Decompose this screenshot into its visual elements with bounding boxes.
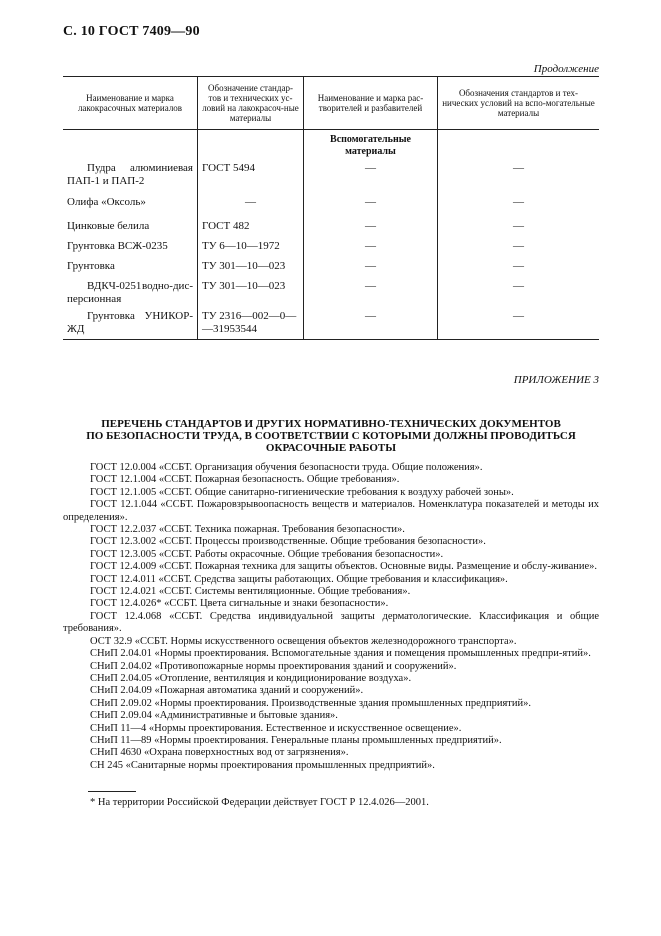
- appendix-title: ПЕРЕЧЕНЬ СТАНДАРТОВ И ДРУГИХ НОРМАТИВНО-ТЕХНИЧЕСКИХ ДОКУМЕНТОВ ПО БЕЗОПАСНОСТИ ТРУДА, В СООТВЕТСТВИИ С КОТОРЫМИ ДОЛЖНЫ ПРОВОДИТЬСЯ ОКРАСОЧНЫЕ РАБОТЫ: [86, 418, 576, 454]
- list-item: СНиП 4630 «Охрана поверхностных вод от загрязнения».: [90, 747, 349, 759]
- aux-standard-cell: —: [438, 238, 600, 258]
- column-header-material: Наименование и марка лакокрасочных материалов: [63, 77, 198, 130]
- column-header-aux-standard: Обозначения стандартов и тех-нических условий на вспо-могательные материалы: [438, 77, 600, 130]
- material-standard-cell: ТУ 301—10—023: [198, 258, 304, 278]
- table-row: [63, 278, 599, 308]
- footnote: * На территории Российской Федерации действует ГОСТ Р 12.4.026—2001.: [90, 797, 429, 808]
- solvent-cell: —: [304, 278, 438, 308]
- aux-standard-cell: —: [438, 308, 600, 340]
- table-row: [63, 160, 599, 190]
- list-item: ГОСТ 12.1.004 «ССБТ. Пожарная безопасность. Общие требования».: [90, 474, 400, 486]
- list-item: ГОСТ 12.4.021 «ССБТ. Системы вентиляционные. Общие требования».: [90, 586, 411, 598]
- page-title: С. 10 ГОСТ 7409—90: [63, 24, 200, 39]
- list-item: ГОСТ 12.3.005 «ССБТ. Работы окрасочные. Общие требования безопасности».: [90, 548, 444, 560]
- list-item: СН 245 «Санитарные нормы проектирования промышленных предприятий».: [90, 759, 435, 771]
- table-row: [63, 214, 599, 238]
- solvent-cell: —: [304, 214, 438, 238]
- material-name-cell: Цинковые белила: [67, 220, 150, 232]
- material-name-cell: Олифа «Оксоль»: [67, 196, 146, 208]
- table-row: [63, 308, 599, 340]
- solvent-cell: —: [304, 238, 438, 258]
- appendix-label: ПРИЛОЖЕНИЕ 3: [513, 374, 599, 386]
- solvent-cell: —: [304, 160, 438, 190]
- continuation-label: Продолжение: [533, 63, 599, 75]
- aux-standard-cell: —: [438, 160, 600, 190]
- material-name-cell: Грунтовка ВСЖ-0235: [67, 240, 168, 252]
- list-item: ОСТ 32.9 «ССБТ. Нормы искусственного освещения объектов железнодорожного транспорта».: [90, 635, 517, 647]
- solvent-cell: —: [304, 258, 438, 278]
- material-standard-cell: ТУ 6—10—1972: [198, 238, 304, 258]
- aux-standard-cell: —: [438, 214, 600, 238]
- list-item: СНиП 11—4 «Нормы проектирования. Естественное и искусственное освещение».: [90, 722, 462, 734]
- material-standard-cell: —: [198, 190, 304, 214]
- table-row: [63, 258, 599, 278]
- materials-table: [63, 76, 599, 340]
- list-item: ГОСТ 12.1.044 «ССБТ. Пожаровзрывоопасность веществ и материалов. Номенклатура показателей и методы их определения».: [63, 499, 599, 523]
- aux-standard-cell: —: [438, 190, 600, 214]
- standards-list: [63, 462, 599, 772]
- list-item: СНиП 2.09.02 «Нормы проектирования. Производственные здания промышленных предприятий».: [90, 697, 531, 709]
- aux-standard-cell: —: [438, 278, 600, 308]
- list-item: ГОСТ 12.4.009 «ССБТ. Пожарная техника для защиты объектов. Основные виды. Размещение и обслу-живание».: [90, 561, 598, 573]
- table-row: [63, 190, 599, 214]
- footnote-divider: [88, 791, 136, 792]
- list-item: СНиП 2.04.01 «Нормы проектирования. Вспомогательные здания и помещения промышленных предпри-ятий».: [90, 648, 591, 660]
- list-item: СНиП 11—89 «Нормы проектирования. Генеральные планы промышленных предприятий».: [90, 734, 502, 746]
- material-name-cell: Грунтовка: [67, 260, 115, 272]
- list-item: ГОСТ 12.4.026* «ССБТ. Цвета сигнальные и знаки безопасности».: [90, 598, 389, 610]
- list-item: СНиП 2.04.09 «Пожарная автоматика зданий и сооружений».: [90, 685, 364, 697]
- list-item: СНиП 2.04.02 «Противопожарные нормы проектирования зданий и сооружений».: [90, 660, 457, 672]
- group-row: [63, 130, 599, 161]
- column-header-solvent: Наименование и марка рас-творителей и разбавителей: [304, 77, 438, 130]
- group-label: Вспомогательные материалы: [304, 130, 438, 161]
- material-standard-cell: ГОСТ 482: [198, 214, 304, 238]
- material-name-cell: Грунтовка УНИКОР- ЖД: [63, 308, 198, 340]
- solvent-cell: —: [304, 190, 438, 214]
- table-header-row: [63, 77, 599, 130]
- material-standard-cell: ТУ 301—10—023: [198, 278, 304, 308]
- list-item: ГОСТ 12.3.002 «ССБТ. Процессы производственные. Общие требования безопасности».: [90, 536, 486, 548]
- list-item: ГОСТ 12.2.037 «ССБТ. Техника пожарная. Требования безопасности».: [90, 524, 405, 536]
- list-item: ГОСТ 12.4.068 «ССБТ. Средства индивидуальной защиты дерматологические. Классификация и общие требования».: [63, 610, 599, 635]
- aux-standard-cell: —: [438, 258, 600, 278]
- list-item: СНиП 2.09.04 «Административные и бытовые здания».: [90, 710, 338, 722]
- material-standard-cell: ТУ 2316—002—0— —31953544: [198, 308, 304, 340]
- list-item: ГОСТ 12.1.005 «ССБТ. Общие санитарно-гигиенические требования к воздуху рабочей зоны».: [90, 486, 514, 498]
- column-header-material-standard: Обозначение стандар-тов и технических ус-ловий на лакокрасоч-ные материалы: [198, 77, 304, 130]
- material-name-cell: ВДКЧ-0251 водно-дис- персионная: [67, 280, 193, 305]
- list-item: ГОСТ 12.0.004 «ССБТ. Организация обучения безопасности труда. Общие положения».: [90, 462, 483, 473]
- list-item: СНиП 2.04.05 «Отопление, вентиляция и кондиционирование воздуха».: [90, 672, 412, 684]
- material-name-cell: Пудра алюминиевая ПАП-1 и ПАП-2: [67, 162, 193, 187]
- list-item: ГОСТ 12.4.011 «ССБТ. Средства защиты работающих. Общие требования и классификация».: [90, 573, 508, 585]
- material-standard-cell: ГОСТ 5494: [198, 160, 304, 190]
- table-row: [63, 238, 599, 258]
- solvent-cell: —: [304, 308, 438, 340]
